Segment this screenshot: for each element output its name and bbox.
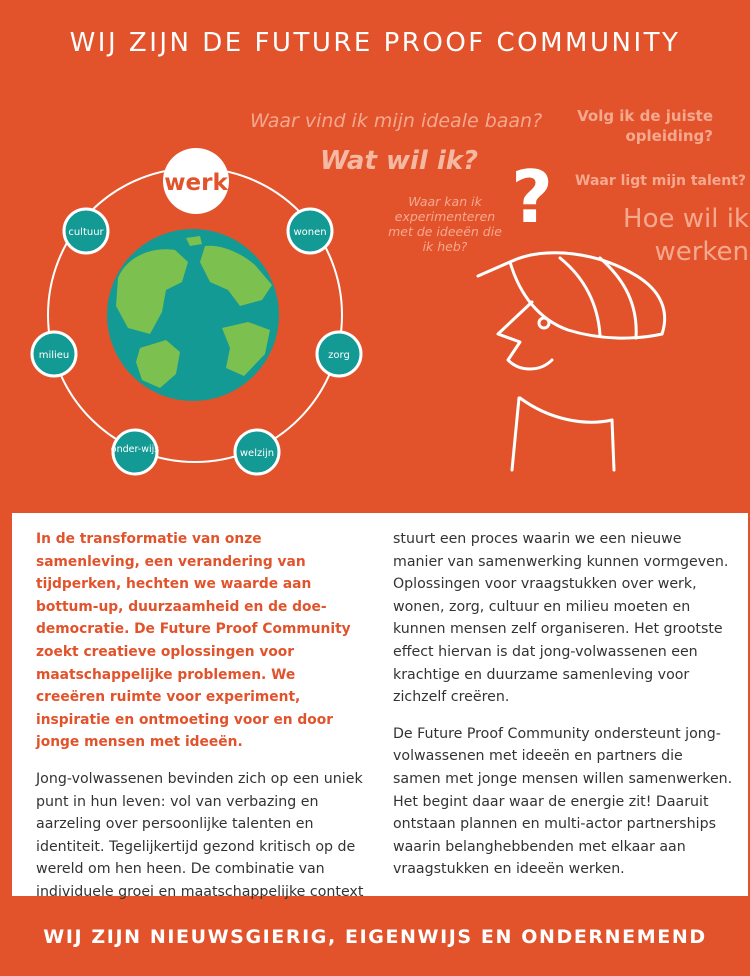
eye-icon: [539, 318, 549, 328]
body-paragraph-3: De Future Proof Community ondersteunt jong-volwassenen met ideeën en partners die samen met jonge mensen willen samenwerken. Het begint daar waar de energie zit! Daaruit ontstaan plannen en multi-actor partnerships waarin belanghebbenden met elkaar aan vraagstukken en ideeën werken.: [393, 725, 733, 878]
question-mark-icon: ?: [511, 155, 553, 239]
question-experimenteren: Waar kan ik experimenteren met de ideeën die ik heb?: [388, 194, 502, 254]
node-wonen-label: wonen: [293, 227, 327, 238]
globe-icon: [107, 229, 279, 401]
node-cultuur-label: cultuur: [68, 227, 104, 238]
footer-slogan: WIJ ZIJN NIEUWSGIERIG, EIGENWIJS EN ONDERNEMEND: [43, 926, 707, 948]
question-talent: Waar ligt mijn talent?: [575, 173, 747, 189]
question-hoe-werken: Hoe wil ik werken: [623, 204, 749, 267]
text-panel: [12, 513, 748, 900]
node-onderwijs-label: onder-wijs: [110, 444, 160, 455]
question-opleiding: Volg ik de juiste opleiding?: [577, 107, 713, 145]
question-wat-wil-ik: Wat wil ik?: [320, 146, 479, 176]
node-welzijn-label: welzijn: [239, 448, 275, 459]
intro-paragraph: In de transformatie van onze samenleving, een verandering van tijdperken, hechten we waarde aan bottum-up, duurzaamheid en de doe-democratie. De Future Proof Community zoekt creatieve oplossingen voor maatschappelijke problemen. We creeëren ruimte voor experiment, inspiratie en ontmoeting voor en door jonge mensen met ideeën.: [36, 531, 351, 751]
body-paragraph-2: stuurt een proces waarin we een nieuwe manier van samenwerking kunnen vormgeven. Oplossingen voor vraagstukken over werk, wonen, zorg, cultuur en milieu moeten en kunnen mensen zelf organiseren. Het grootste effect hiervan is dat jong-volwassenen een krachtige en duurzame samenleving voor zichzelf creëren.: [393, 531, 729, 706]
node-werk-label: werk: [164, 170, 228, 196]
node-milieu-label: milieu: [38, 350, 70, 361]
node-zorg-label: zorg: [328, 350, 350, 361]
body-paragraph-1: Jong-volwassenen bevinden zich op een uniek punt in hun leven: vol van verbazing en aarzeling over persoonlijke talenten en identiteit. Tegelijkertijd gezond kritisch op de wereld om hen heen. De combinatie van individuele groei en maatschappelijke context: [36, 770, 364, 900]
thinking-face-icon: [478, 253, 665, 470]
text-column-right: [393, 528, 733, 895]
page-title: WIJ ZIJN DE FUTURE PROOF COMMUNITY: [69, 28, 681, 58]
text-column-left: [36, 528, 366, 918]
question-ideale-baan: Waar vind ik mijn ideale baan?: [250, 110, 543, 132]
